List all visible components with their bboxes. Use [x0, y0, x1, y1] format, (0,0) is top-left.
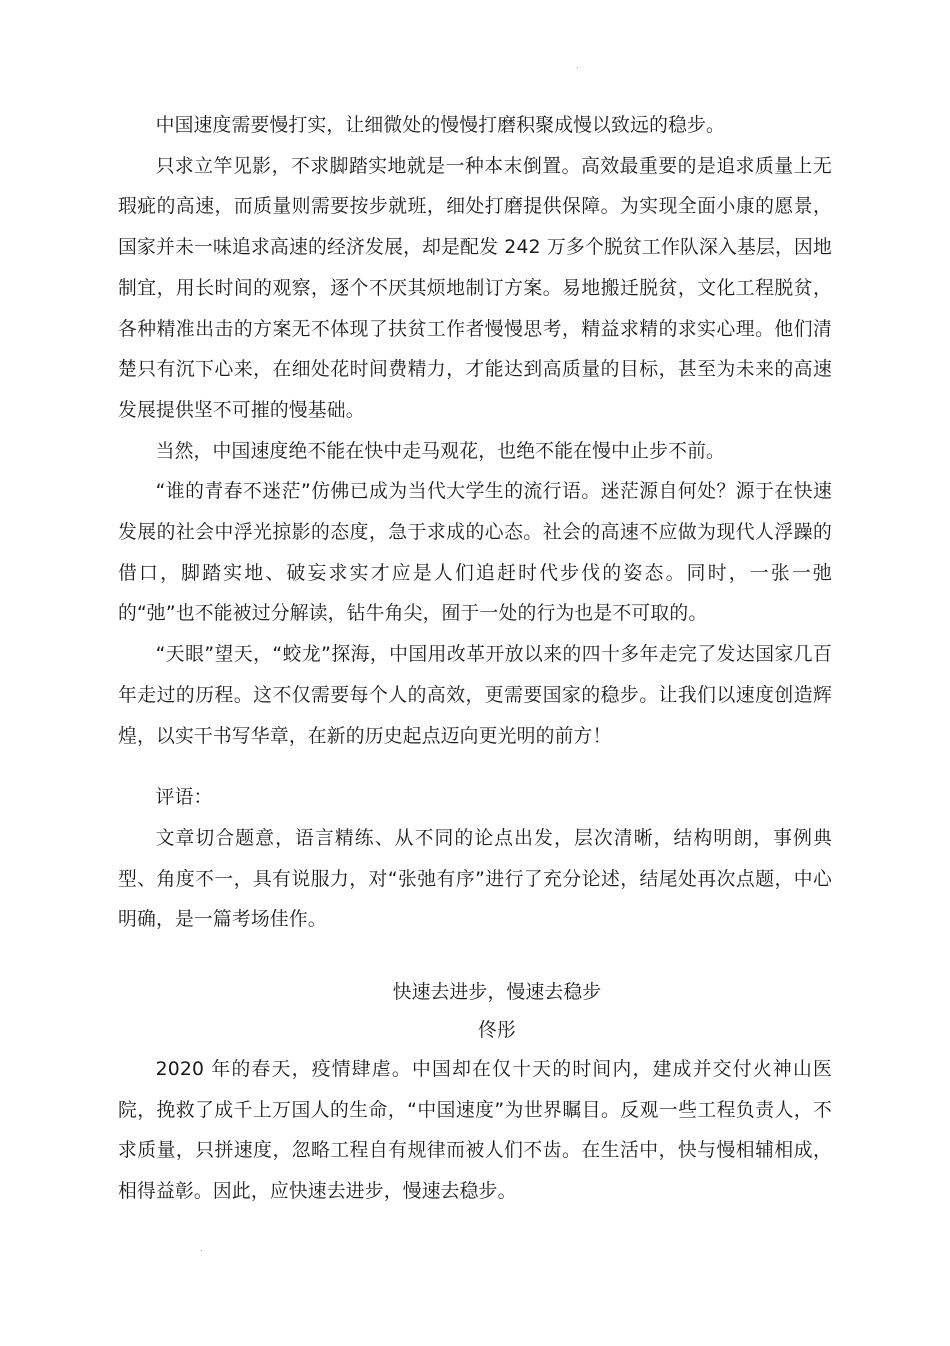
article-2: [118, 974, 832, 1213]
article-2-author: 佟彤: [478, 1020, 516, 1042]
article-1-paragraph: 中国速度需要慢打实，让细微处的慢慢打磨积聚成慢以致远的稳步。: [155, 115, 726, 136]
article-1-paragraph: “天眼”望天，“蛟龙”探海，中国用改革开放以来的四十多年走完了发达国家几百年走过的历程。这不仅需要每个人的高效，更需要国家的稳步。让我们以速度创造辉煌，以实干书写华章，在新的历史起点迈向更光明的前方！: [118, 644, 832, 747]
review-text: 文章切合题意，语言精练、从不同的论点出发，层次清晰，结构明朗，事例典型、角度不一，具有说服力，对“张弛有序”进行了充分论述，结尾处再次点题，中心明确，是一篇考场佳作。: [118, 827, 832, 931]
article-2-title: 快速去进步，慢速去稳步: [392, 982, 602, 1004]
review-section: [118, 778, 832, 941]
scan-speck-top: [577, 67, 578, 68]
article-1-body: [118, 106, 832, 757]
review-label: 评语：: [155, 787, 213, 809]
article-1-paragraph: 只求立竿见影，不求脚踏实地就是一种本末倒置。高效最重要的是追求质量上无瑕疵的高速，而质量则需要按步就班，细处打磨提供保障。为实现全面小康的愿景，国家并未一味追求高速的经济发展，却是配发 242 万多个脱贫工作队深入基层，因地制宜，用长时间的观察，逐个不厌其烦地制订方案。易地搬迁脱贫，文化工程脱贫，各种精准出击的方案无不体现了扶贫工作者慢慢思考，精益求精的求实心理。他们清楚只有沉下心来，在细处花时间费精力，才能达到高质量的目标，甚至为未来的高速发展提供坚不可摧的慢基础。: [118, 155, 832, 421]
scan-speck-bottom: [201, 1250, 202, 1251]
article-2-paragraph: 2020 年的春天，疫情肆虐。中国却在仅十天的时间内，建成并交付火神山医院，挽救了成千上万国人的生命，“中国速度”为世界瞩目。反观一些工程负责人，不求质量，只拼速度，忽略工程自有规律而被人们不齿。在生活中，快与慢相辅相成，相得益彰。因此，应快速去进步，慢速去稳步。: [118, 1059, 832, 1203]
document-page: [118, 106, 832, 1213]
article-1-paragraph: 当然，中国速度绝不能在快中走马观花，也绝不能在慢中止步不前。: [155, 440, 726, 462]
article-1-paragraph: “谁的青春不迷茫”仿佛已成为当代大学生的流行语。迷茫源自何处？源于在快速发展的社会中浮光掠影的态度，急于求成的心态。社会的高速不应做为现代人浮躁的借口，脚踏实地、破妄求实才应是人们追赶时代步伐的姿态。同时，一张一弛的“弛”也不能被过分解读，钻牛角尖，囿于一处的行为也是不可取的。: [118, 481, 832, 625]
